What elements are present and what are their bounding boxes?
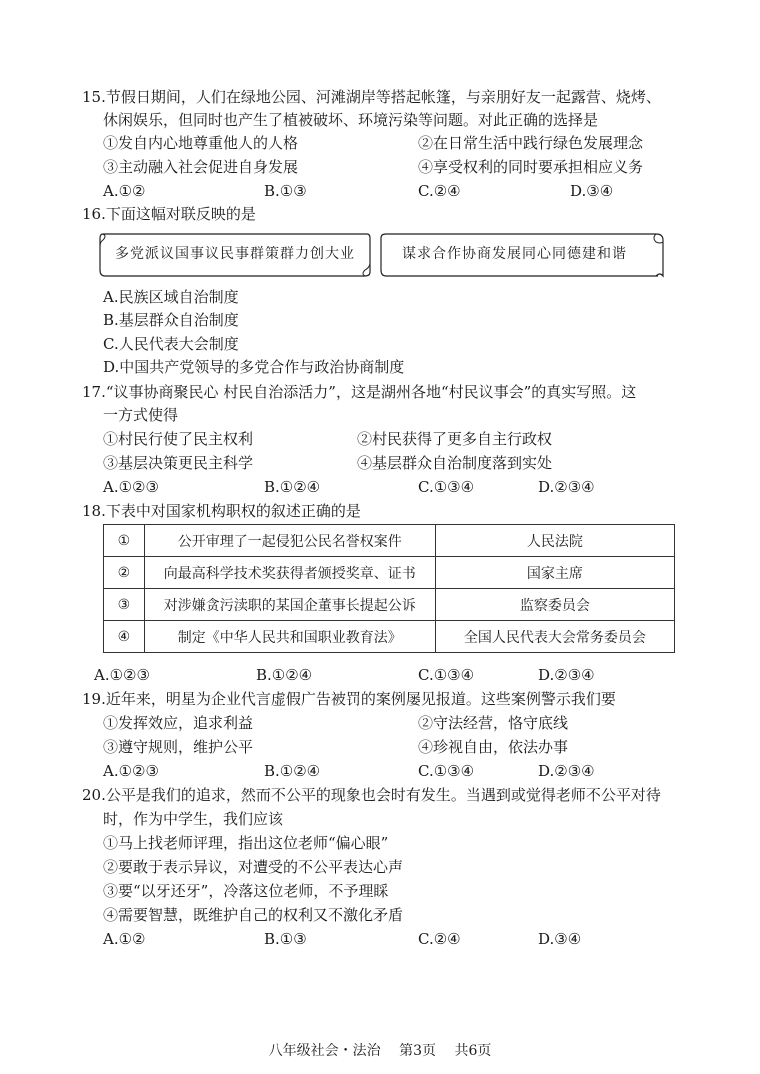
q19-item-3: ③遵守规则，维护公平 — [103, 738, 254, 756]
q17-option-a[interactable]: A.①②③ — [103, 478, 159, 496]
q17-option-c[interactable]: C.①③④ — [418, 478, 475, 496]
q18-stem: 18.下表中对国家机构职权的叙述正确的是 — [82, 502, 361, 520]
q15-option-c[interactable]: C.②④ — [418, 182, 461, 200]
q16-stem: 16.下面这幅对联反映的是 — [82, 205, 256, 223]
q20-item-2: ②要敢于表示异议，对遭受的不公平表达心声 — [103, 858, 404, 876]
table-cell-desc: 制定《中华人民共和国职业教育法》 — [144, 621, 435, 653]
table-row — [104, 621, 675, 653]
q17-stem-line1: 17.“议事协商聚民心 村民自治添活力”，这是湖州各地“村民议事会”的真实写照。这 — [82, 383, 637, 401]
table-row — [104, 525, 675, 557]
q18-option-b[interactable]: B.①②④ — [256, 666, 313, 684]
q15-item-2: ②在日常生活中践行绿色发展理念 — [418, 134, 644, 152]
q17-item-1: ①村民行使了民主权利 — [103, 430, 254, 448]
couplet-right-scroll — [380, 232, 664, 276]
table-cell-org: 国家主席 — [435, 557, 674, 589]
q18-option-c[interactable]: C.①③④ — [418, 666, 475, 684]
q15-option-a[interactable]: A.①② — [103, 182, 146, 200]
table-cell-num: ② — [104, 557, 145, 589]
table-row — [104, 589, 675, 621]
q20-option-b[interactable]: B.①③ — [264, 930, 307, 948]
q16-option-c[interactable]: C.人民代表大会制度 — [103, 335, 239, 353]
table-cell-desc: 公开审理了一起侵犯公民名誉权案件 — [144, 525, 435, 557]
q17-option-d[interactable]: D.②③④ — [538, 478, 595, 496]
couplet-right-text: 谋求合作协商发展同心同德建和谐 — [402, 246, 627, 262]
table-cell-num: ① — [104, 525, 145, 557]
q15-item-4: ④享受权利的同时要承担相应义务 — [418, 158, 644, 176]
q20-item-3: ③要“以牙还牙”，冷落这位老师，不予理睬 — [103, 882, 389, 900]
q19-stem: 19.近年来，明星为企业代言虚假广告被罚的案例屡见报道。这些案例警示我们要 — [82, 690, 616, 708]
q19-item-1: ①发挥效应，追求利益 — [103, 714, 254, 732]
q15-stem-line1: 15.节假日期间，人们在绿地公园、河滩湖岸等搭起帐篷，与亲朋好友一起露营、烧烤、 — [82, 88, 661, 106]
q20-option-d[interactable]: D.③④ — [538, 930, 582, 948]
table-cell-org: 全国人民代表大会常务委员会 — [435, 621, 674, 653]
table-cell-desc: 向最高科学技术奖获得者颁授奖章、证书 — [144, 557, 435, 589]
q17-stem-line2: 一方式使得 — [103, 406, 179, 424]
q20-stem-line2: 时，作为中学生，我们应该 — [103, 810, 284, 828]
q15-option-b[interactable]: B.①③ — [264, 182, 307, 200]
q17-item-3: ③基层决策更民主科学 — [103, 454, 254, 472]
q20-option-a[interactable]: A.①② — [103, 930, 146, 948]
q20-item-4: ④需要智慧，既维护自己的权利又不激化矛盾 — [103, 906, 404, 924]
couplet-left-text: 多党派议国事议民事群策群力创大业 — [115, 246, 355, 262]
table-cell-num: ③ — [104, 589, 145, 621]
footer-page-number: 第3页 — [399, 1043, 436, 1059]
q17-item-2: ②村民获得了更多自主行政权 — [357, 430, 553, 448]
footer-total-pages: 共6页 — [454, 1043, 492, 1059]
page-footer — [0, 1040, 760, 1060]
q16-option-a[interactable]: A.民族区域自治制度 — [103, 288, 239, 306]
couplet-left-scroll — [99, 232, 371, 276]
q17-option-b[interactable]: B.①②④ — [264, 478, 321, 496]
q20-option-c[interactable]: C.②④ — [418, 930, 461, 948]
table-cell-num: ④ — [104, 621, 145, 653]
q16-option-b[interactable]: B.基层群众自治制度 — [103, 311, 239, 329]
q19-item-4: ④珍视自由，依法办事 — [418, 738, 569, 756]
table-cell-org: 监察委员会 — [435, 589, 674, 621]
q19-option-c[interactable]: C.①③④ — [418, 762, 475, 780]
q19-option-d[interactable]: D.②③④ — [538, 762, 595, 780]
q15-item-1: ①发自内心地尊重他人的人格 — [103, 134, 299, 152]
q15-stem-line2: 休闲娱乐，但同时也产生了植被破坏、环境污染等问题。对此正确的选择是 — [103, 111, 599, 129]
q18-table — [103, 524, 675, 653]
q17-item-4: ④基层群众自治制度落到实处 — [357, 454, 553, 472]
q20-item-1: ①马上找老师评理，指出这位老师“偏心眼” — [103, 834, 389, 852]
q19-item-2: ②守法经营，恪守底线 — [418, 714, 569, 732]
q18-option-d[interactable]: D.②③④ — [538, 666, 595, 684]
q18-option-a[interactable]: A.①②③ — [94, 666, 150, 684]
table-cell-desc: 对涉嫌贪污渎职的某国企董事长提起公诉 — [144, 589, 435, 621]
table-cell-org: 人民法院 — [435, 525, 674, 557]
q19-option-b[interactable]: B.①②④ — [264, 762, 321, 780]
q19-option-a[interactable]: A.①②③ — [103, 762, 159, 780]
footer-subject: 八年级社会・法治 — [268, 1043, 381, 1059]
table-row — [104, 557, 675, 589]
q15-option-d[interactable]: D.③④ — [570, 182, 614, 200]
q15-item-3: ③主动融入社会促进自身发展 — [103, 158, 299, 176]
q20-stem-line1: 20.公平是我们的追求，然而不公平的现象也会时有发生。当遇到或觉得老师不公平对待 — [82, 786, 661, 804]
q16-option-d[interactable]: D.中国共产党领导的多党合作与政治协商制度 — [103, 358, 405, 376]
